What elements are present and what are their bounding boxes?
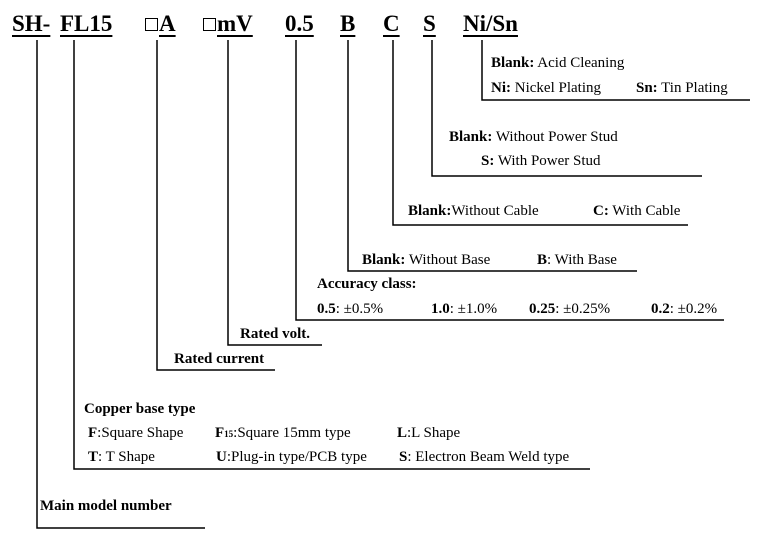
- main-model-label: Main model number: [40, 498, 172, 514]
- plating-ni-value: Nickel Plating: [511, 80, 601, 96]
- copper-f15-key: F: [215, 425, 225, 441]
- accuracy-option-3-key: 0.25: [529, 301, 556, 317]
- plating-blank-key: Blank:: [491, 55, 535, 71]
- cable-blank-option: [408, 202, 539, 220]
- plating-ni-option: [491, 79, 601, 97]
- base-blank-value: Without Base: [405, 252, 491, 268]
- code-plating: Ni/Sn: [463, 11, 518, 36]
- stud-blank-option: [449, 128, 618, 146]
- placeholder-box-icon: [145, 18, 158, 31]
- plating-sn-key: Sn:: [636, 80, 658, 96]
- code-sh: SH-: [12, 11, 51, 36]
- copper-u-key: U: [216, 449, 227, 465]
- cable-c-option: [593, 202, 680, 220]
- accuracy-option-4: [651, 300, 717, 318]
- cable-c-value: With Cable: [608, 203, 681, 219]
- copper-t-key: T: [88, 449, 99, 465]
- copper-s-option: [399, 448, 569, 466]
- accuracy-option-1: [317, 300, 383, 318]
- stud-blank-key: Blank:: [449, 129, 493, 145]
- copper-base-title: Copper base type: [84, 401, 196, 417]
- accuracy-option-2-value: : ±1.0%: [449, 301, 498, 317]
- code-fl15: FL15: [60, 11, 113, 36]
- code-a-text: A: [159, 11, 176, 36]
- copper-l-key: L: [397, 425, 408, 441]
- copper-s-key: S: [399, 449, 408, 465]
- copper-f15-option: [215, 424, 351, 443]
- base-blank-key: Blank:: [362, 252, 406, 268]
- base-b-value: : With Base: [547, 252, 617, 268]
- accuracy-option-4-key: 0.2: [651, 301, 670, 317]
- base-b-key: B: [537, 252, 548, 268]
- plating-blank-value: Acid Cleaning: [534, 55, 625, 71]
- accuracy-option-1-value: : ±0.5%: [335, 301, 384, 317]
- accuracy-title: Accuracy class:: [317, 276, 417, 292]
- accuracy-option-3-value: : ±0.25%: [555, 301, 611, 317]
- accuracy-option-3: [529, 300, 610, 318]
- connector-rated-current: [157, 40, 275, 370]
- plating-blank-option: [491, 54, 624, 72]
- accuracy-option-4-value: : ±0.2%: [669, 301, 718, 317]
- copper-l-value: :L Shape: [407, 425, 461, 441]
- copper-t-option: [88, 448, 155, 466]
- connector-rated-volt: [228, 40, 322, 345]
- copper-s-value: : Electron Beam Weld type: [407, 449, 570, 465]
- rated-volt-label: Rated volt.: [240, 326, 310, 342]
- copper-f-option: [88, 424, 183, 442]
- copper-t-value: : T Shape: [98, 449, 155, 465]
- placeholder-box-icon: [203, 18, 216, 31]
- stud-blank-value: Without Power Stud: [492, 129, 618, 145]
- plating-sn-option: [636, 79, 728, 97]
- base-b-option: [537, 251, 617, 269]
- plating-ni-key: Ni:: [491, 80, 511, 96]
- cable-blank-key: Blank:: [408, 203, 452, 219]
- copper-u-value: :Plug-in type/PCB type: [226, 449, 367, 465]
- stud-s-option: [481, 152, 601, 170]
- code-stud: S: [423, 11, 436, 36]
- copper-f-key: F: [88, 425, 98, 441]
- copper-u-option: [216, 448, 367, 466]
- code-a: [145, 10, 176, 38]
- code-cable: C: [383, 11, 400, 36]
- copper-l-option: [397, 424, 460, 442]
- accuracy-option-2: [431, 300, 497, 318]
- copper-f15-subscript: 15: [224, 429, 234, 439]
- cable-c-key: C:: [593, 203, 609, 219]
- base-blank-option: [362, 251, 490, 269]
- code-mv-text: mV: [217, 11, 253, 36]
- accuracy-option-1-key: 0.5: [317, 301, 336, 317]
- plating-sn-value: Tin Plating: [657, 80, 728, 96]
- code-base: B: [340, 11, 356, 36]
- code-accuracy: 0.5: [285, 11, 314, 36]
- stud-s-key: S:: [481, 153, 495, 169]
- code-mv: [203, 10, 253, 38]
- rated-current-label: Rated current: [174, 351, 265, 367]
- stud-s-value: With Power Stud: [494, 153, 601, 169]
- copper-f15-value: :Square 15mm type: [233, 425, 351, 441]
- cable-blank-value: Without Cable: [451, 203, 539, 219]
- copper-f-value: :Square Shape: [97, 425, 184, 441]
- accuracy-option-2-key: 1.0: [431, 301, 450, 317]
